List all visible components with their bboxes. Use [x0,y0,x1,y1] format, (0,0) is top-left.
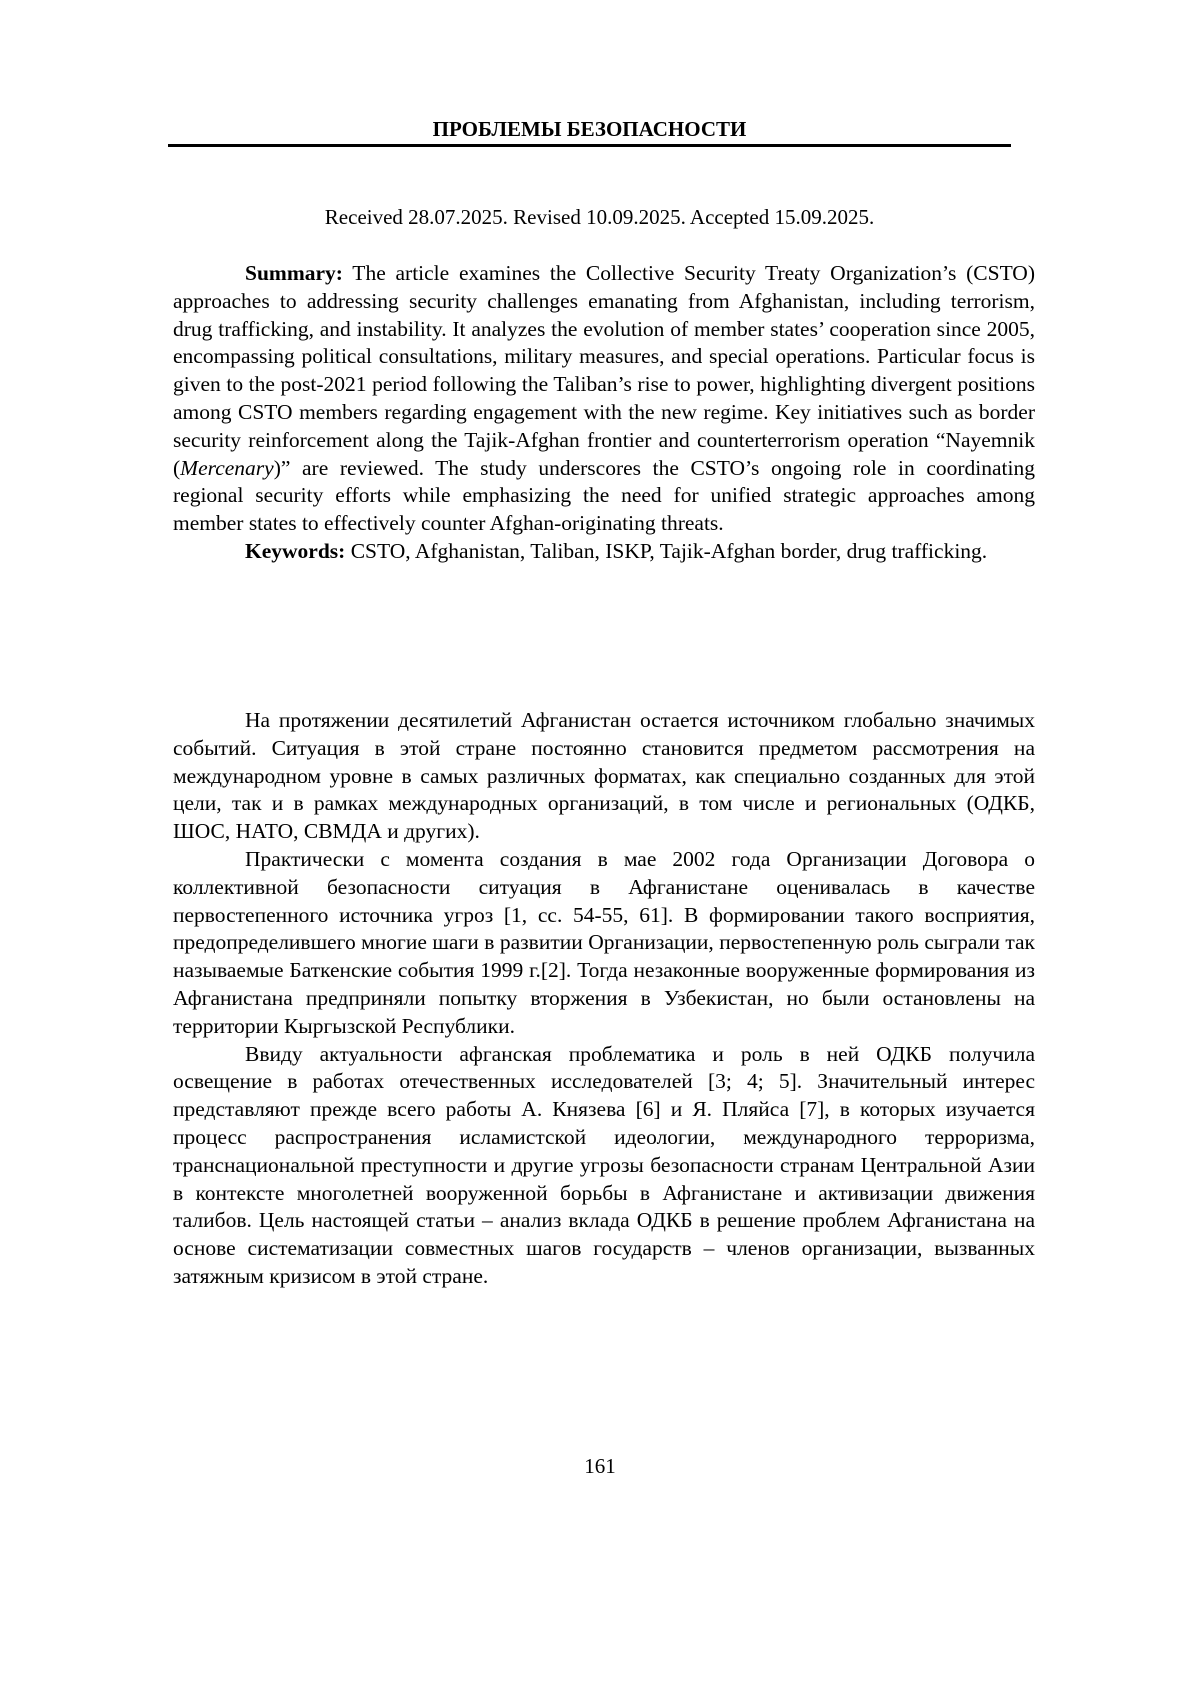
summary-text-part-2: )” are reviewed. The study underscores the CSTO’s ongoing role in coordinating regional security efforts while emphasizing the need for unified strategic approaches among member states to effectively counter Afghan-originating threats. [173,455,1035,536]
page-number: 161 [584,1454,616,1478]
abstract [173,260,1035,566]
keywords-text: CSTO, Afghanistan, Taliban, ISKP, Tajik-Afghan border, drug trafficking. [345,538,988,563]
running-header: ПРОБЛЕМЫ БЕЗОПАСНОСТИ [432,117,747,141]
summary-italic-term: Mercenary [180,455,274,480]
body-paragraph-3: Ввиду актуальности афганская проблематика и роль в ней ОДКБ получила освещение в работах отечественных исследователей [3; 4; 5]. Значительный интерес представляют прежде всего работы А. Князева [6] и Я. Пляйса [7], в которых изучается процесс распространения исламистской идеологии, международного терроризма, транснациональной преступности и другие угрозы безопасности странам Центральной Азии в контексте многолетней вооруженной борьбы в Афганистане и активизации движения талибов. Цель настоящей статьи – анализ вклада ОДКБ в решение проблем Афганистана на основе систематизации совместных шагов государств – членов организации, вызванных затяжным кризисом в этой стране. [173,1041,1035,1288]
summary-text-part-1: The article examines the Collective Security Treaty Organization’s (CSTO) approaches to addressing security challenges emanating from Afghanistan, including terrorism, drug trafficking, and instability. It analyzes the evolution of member states’ cooperation since 2005, encompassing political consultations, military measures, and special operations. Particular focus is given to the post-2021 period following the Taliban’s rise to power, highlighting divergent positions among CSTO members regarding engagement with the new regime. Key initiatives such as border security reinforcement along the Tajik-Afghan frontier and counterterrorism operation “Nayemnik ( [173,261,1035,480]
summary-label: Summary: [245,261,343,285]
body-paragraph-1: На протяжении десятилетий Афганистан остается источником глобально значимых событий. Ситуация в этой стране постоянно становится предметом рассмотрения на международном уровне в самых различных форматах, как специально созданных для этой цели, так и в рамках международных организаций, в том числе и региональных (ОДКБ, ШОС, НАТО, СВМДА и других). [173,708,1035,844]
body-paragraph-2: Практически с момента создания в мае 2002 года Организации Договора о коллективной безопасности ситуация в Афганистане оценивалась в качестве первостепенного источника угроз [1, сс. 54-55, 61]. В формировании такого восприятия, предопределившего многие шаги в развитии Организации, первостепенную роль сыграли так называемые Баткенские события 1999 г.[2]. Тогда незаконные вооруженные формирования из Афганистана предприняли попытку вторжения в Узбекистан, но были остановлены на территории Кыргызской Республики. [173,846,1035,1038]
keywords-label: Keywords: [245,538,346,563]
header-rule [168,144,1011,147]
article-body [173,707,1035,1291]
received-dates: Received 28.07.2025. Revised 10.09.2025. Accepted 15.09.2025. [324,205,875,229]
keywords-paragraph [173,538,1035,566]
summary-paragraph [173,260,1035,538]
